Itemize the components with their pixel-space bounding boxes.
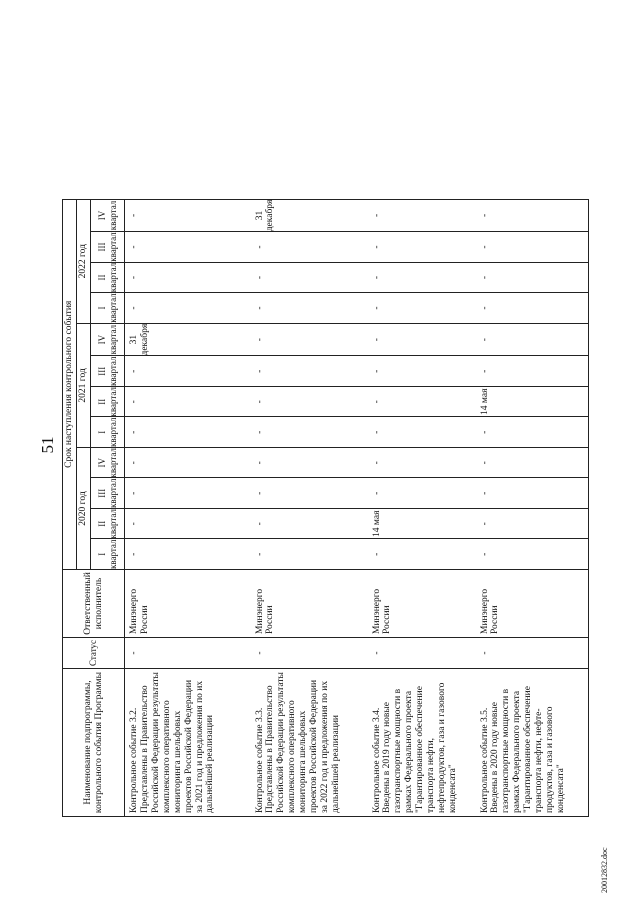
quarter-word: квартал	[107, 509, 118, 539]
header-quarter	[91, 539, 125, 570]
quarter-number: I	[96, 430, 107, 434]
quarter-deadline: -	[476, 232, 589, 263]
quarter-deadline: -	[125, 509, 251, 540]
quarter-word: квартал	[107, 539, 118, 569]
header-name: Наименование подпрограммы, контрольного события Программы	[63, 669, 125, 817]
quarter-word: квартал	[107, 448, 118, 478]
quarter-word: квартал	[107, 200, 118, 231]
quarter-deadline: -	[476, 262, 589, 293]
quarter-deadline: -	[125, 262, 251, 293]
header-quarter	[91, 417, 125, 448]
quarter-word: квартал	[107, 387, 118, 417]
header-status: Статус	[63, 638, 125, 669]
event-executor: Минэнерго России	[368, 570, 476, 638]
header-executor: Ответственный исполнитель	[63, 570, 125, 638]
quarter-word: квартал	[107, 232, 118, 262]
header-deadline-group: Срок наступления контрольного события	[63, 199, 77, 569]
quarter-number: IV	[96, 458, 107, 468]
quarter-deadline: -	[368, 262, 476, 293]
quarter-deadline: -	[125, 232, 251, 263]
quarter-deadline: -	[476, 417, 589, 448]
table-row	[476, 199, 589, 816]
event-name: Контрольное событие 3.3. Представлены в Правительство Российской Федерации результаты комплексного оперативного мониторинга шельфовых проектов Российской Федерации за 2022 год и предложения по их дальнейшей реализации	[251, 669, 368, 817]
quarter-deadline: -	[368, 356, 476, 387]
quarter-deadline: -	[125, 478, 251, 509]
quarter-deadline: 14 мая	[476, 387, 589, 418]
event-status: -	[476, 638, 589, 669]
quarter-deadline: -	[368, 417, 476, 448]
quarter-number: II	[96, 520, 107, 527]
quarter-deadline: -	[368, 387, 476, 418]
quarter-deadline: -	[476, 509, 589, 540]
quarter-deadline: -	[476, 448, 589, 479]
quarter-deadline: -	[251, 417, 368, 448]
header-year: 2022 год	[77, 199, 91, 323]
quarter-deadline: -	[368, 199, 476, 232]
quarter-deadline: -	[251, 509, 368, 540]
header-quarter	[91, 262, 125, 293]
quarter-number: IV	[96, 210, 107, 221]
quarter-deadline: -	[251, 323, 368, 356]
quarter-deadline: -	[476, 199, 589, 232]
quarter-deadline: -	[125, 293, 251, 324]
quarter-deadline: -	[125, 199, 251, 232]
event-name: Контрольное событие 3.2. Представлены в Правительство Российской Федерации результаты комплексного оперативного мониторинга шельфовых проектов Российской Федерации за 2021 год и предложения по их дальнейшей реализации	[125, 669, 251, 817]
quarter-deadline: -	[368, 323, 476, 356]
header-year: 2021 год	[77, 323, 91, 447]
header-quarter	[91, 323, 125, 356]
quarter-number: IV	[96, 334, 107, 345]
quarter-deadline: -	[476, 356, 589, 387]
quarter-number: III	[96, 242, 107, 252]
quarter-deadline: -	[251, 448, 368, 479]
quarter-deadline: -	[125, 356, 251, 387]
schedule-table	[62, 199, 589, 817]
quarter-deadline: 31 декабря	[251, 199, 368, 232]
quarter-deadline: -	[125, 387, 251, 418]
quarter-deadline: -	[476, 323, 589, 356]
header-quarter	[91, 387, 125, 418]
quarter-deadline: -	[251, 478, 368, 509]
quarter-number: III	[96, 488, 107, 498]
event-status: -	[125, 638, 251, 669]
quarter-deadline: -	[251, 387, 368, 418]
event-status: -	[368, 638, 476, 669]
quarter-deadline: -	[125, 417, 251, 448]
header-quarter	[91, 356, 125, 387]
quarter-number: III	[96, 366, 107, 376]
table-row	[125, 199, 251, 816]
quarter-deadline: -	[368, 293, 476, 324]
quarter-word: квартал	[107, 324, 118, 355]
quarter-number: I	[96, 306, 107, 310]
event-executor: Минэнерго России	[125, 570, 251, 638]
event-executor: Минэнерго России	[476, 570, 589, 638]
quarter-deadline: 14 мая	[368, 509, 476, 540]
quarter-number: I	[96, 552, 107, 556]
quarter-deadline: -	[251, 262, 368, 293]
quarter-number: II	[96, 274, 107, 281]
footer-doc-code: 20012832.doc	[600, 847, 609, 893]
header-quarter	[91, 199, 125, 232]
quarter-deadline: -	[476, 293, 589, 324]
quarter-deadline: -	[125, 539, 251, 570]
quarter-word: квартал	[107, 262, 118, 293]
event-executor: Минэнерго России	[251, 570, 368, 638]
quarter-number: II	[96, 398, 107, 405]
quarter-deadline: 31 декабря	[125, 323, 251, 356]
quarter-word: квартал	[107, 478, 118, 508]
event-name: Контрольное событие 3.4. Введены в 2019 году новые газотранспортные мощности в рамках Федерального проекта "Гарантированное обеспечение транспорта нефти, нефтепродуктов, газа и газового конденсата"	[368, 669, 476, 817]
quarter-deadline: -	[368, 448, 476, 479]
quarter-deadline: -	[476, 478, 589, 509]
header-quarter	[91, 448, 125, 479]
quarter-deadline: -	[125, 448, 251, 479]
quarter-deadline: -	[368, 478, 476, 509]
header-quarter	[91, 478, 125, 509]
quarter-deadline: -	[251, 232, 368, 263]
event-status: -	[251, 638, 368, 669]
header-year: 2020 год	[77, 448, 91, 570]
quarter-word: квартал	[107, 417, 118, 447]
quarter-deadline: -	[368, 539, 476, 570]
quarter-deadline: -	[251, 293, 368, 324]
quarter-word: квартал	[107, 293, 118, 323]
header-quarter	[91, 509, 125, 540]
header-quarter	[91, 293, 125, 324]
event-name: Контрольное событие 3.5. Введены в 2020 году новые газотранспортные мощности в рамках Федерального проекта "Гарантированное обеспечение транспорта нефти, нефте-продуктов, газа и газового конденсата"	[476, 669, 589, 817]
quarter-deadline: -	[368, 232, 476, 263]
quarter-deadline: -	[251, 356, 368, 387]
table-row	[368, 199, 476, 816]
quarter-deadline: -	[476, 539, 589, 570]
table-row	[251, 199, 368, 816]
page-number: 51	[38, 436, 57, 454]
header-quarter	[91, 232, 125, 263]
quarter-deadline: -	[251, 539, 368, 570]
quarter-word: квартал	[107, 356, 118, 386]
